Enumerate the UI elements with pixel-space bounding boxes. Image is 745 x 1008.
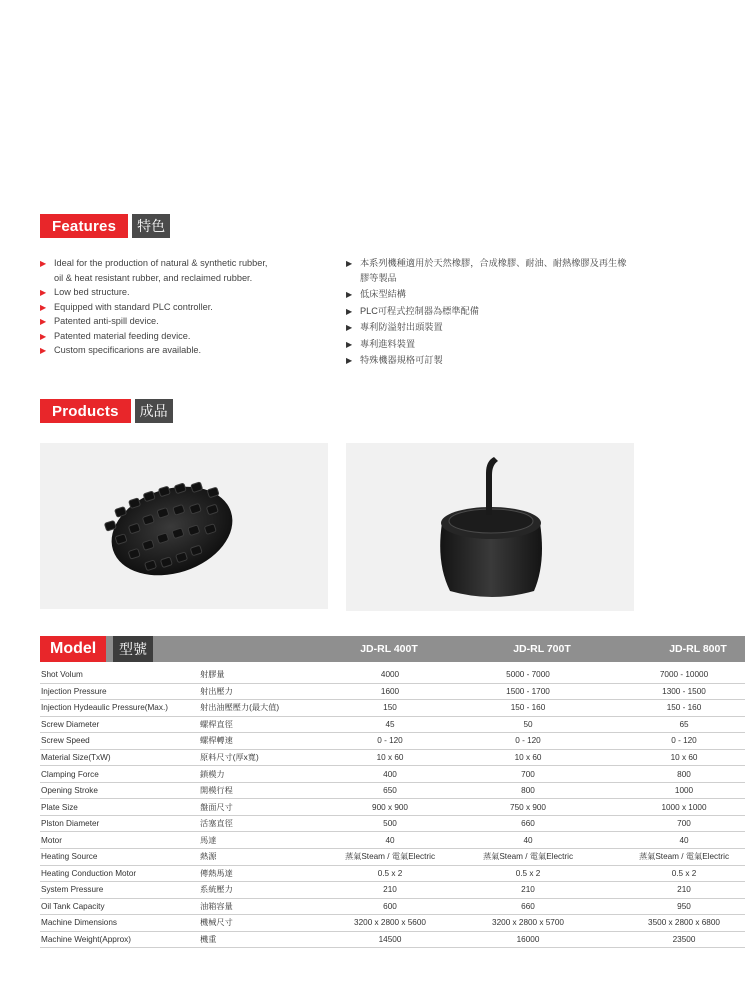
triangle-right-icon: ▶ [346, 323, 353, 332]
spec-spacer [588, 799, 623, 816]
triangle-right-icon: ▶ [40, 288, 47, 297]
spec-value-800t: 1300 - 1500 [623, 683, 745, 700]
spec-value-400t: 1600 [330, 683, 450, 700]
model-header-400t: JD-RL 400T [360, 643, 418, 655]
spec-label-en: Screw Diameter [40, 716, 200, 733]
spec-value-800t: 800 [623, 766, 745, 783]
spec-value-700t: 660 [468, 898, 588, 915]
spec-row [40, 865, 745, 882]
spec-label-zh: 傳熱馬達 [200, 865, 330, 882]
spec-label-zh: 螺桿直徑 [200, 716, 330, 733]
triangle-right-icon: ▶ [346, 339, 353, 349]
feature-text: 特殊機器規格可訂製 [360, 355, 443, 365]
tire-image [40, 443, 328, 611]
spec-label-en: Clamping Force [40, 766, 200, 783]
spec-value-800t: 150 - 160 [623, 700, 745, 717]
air-spring-image [346, 443, 634, 611]
triangle-right-icon: ▶ [40, 302, 47, 312]
spec-value-800t: 3500 x 2800 x 6800 [623, 915, 745, 932]
spec-label-zh: 螺桿轉速 [200, 733, 330, 750]
spec-value-400t: 蒸氣Steam / 電氣Electric [330, 849, 450, 866]
spec-spacer [450, 700, 468, 717]
spec-value-400t: 650 [330, 782, 450, 799]
spec-value-400t: 600 [330, 898, 450, 915]
feature-text-continued: oil & heat resistant rubber, and reclaimed rubber. [54, 272, 253, 283]
spec-spacer [588, 915, 623, 932]
triangle-right-icon: ▶ [346, 306, 353, 316]
product-photo-tire [40, 443, 328, 611]
feature-item [346, 256, 646, 285]
products-title-zh: 成品 [135, 399, 173, 423]
spec-row [40, 931, 745, 948]
spec-row [40, 832, 745, 849]
spec-spacer [588, 683, 623, 700]
spec-value-800t: 蒸氣Steam / 電氣Electric [623, 849, 745, 866]
spec-label-en: Oil Tank Capacity [40, 898, 200, 915]
triangle-right-icon: ▶ [40, 259, 47, 268]
spec-spacer [450, 882, 468, 899]
spec-row [40, 799, 745, 816]
features-header [40, 214, 170, 238]
spec-spacer [450, 931, 468, 948]
spec-spacer [588, 898, 623, 915]
model-header-800t: JD-RL 800T [669, 643, 727, 655]
spec-value-800t: 23500 [623, 931, 745, 948]
spec-spacer [588, 882, 623, 899]
spec-spacer [450, 667, 468, 683]
feature-text: Custom specificarions are available. [54, 345, 202, 355]
spec-value-800t: 1000 x 1000 [623, 799, 745, 816]
feature-text: Patented anti-spill device. [54, 316, 159, 326]
spec-spacer [450, 898, 468, 915]
triangle-right-icon: ▶ [40, 331, 47, 341]
spec-value-700t: 210 [468, 882, 588, 899]
spec-value-700t: 0 - 120 [468, 733, 588, 750]
spec-spacer [450, 832, 468, 849]
spec-label-zh: 開模行程 [200, 782, 330, 799]
spec-row [40, 716, 745, 733]
triangle-right-icon: ▶ [40, 346, 47, 355]
spec-row [40, 915, 745, 932]
spec-spacer [588, 849, 623, 866]
spec-value-700t: 10 x 60 [468, 749, 588, 766]
spec-value-700t: 150 - 160 [468, 700, 588, 717]
feature-text: Equipped with standard PLC controller. [54, 301, 213, 312]
spec-label-en: Material Size(TxW) [40, 749, 200, 766]
feature-item [40, 314, 330, 329]
triangle-right-icon: ▶ [346, 290, 353, 299]
spec-spacer [450, 799, 468, 816]
feature-item [346, 320, 646, 335]
spec-value-400t: 900 x 900 [330, 799, 450, 816]
spec-row [40, 782, 745, 799]
spec-label-en: Motor [40, 832, 200, 849]
spec-row [40, 898, 745, 915]
spec-spacer [588, 766, 623, 783]
spec-row [40, 882, 745, 899]
feature-text: Patented material feeding device. [54, 330, 191, 341]
spec-label-en: Machine Dimensions [40, 915, 200, 932]
feature-item [346, 353, 646, 368]
products-title-en: Products [40, 399, 131, 423]
spec-row [40, 683, 745, 700]
spec-spacer [450, 766, 468, 783]
spec-row [40, 815, 745, 832]
spec-label-en: Machine Weight(Approx) [40, 931, 200, 948]
spec-label-zh: 活塞直徑 [200, 815, 330, 832]
spec-label-zh: 系統壓力 [200, 882, 330, 899]
spec-row [40, 700, 745, 717]
feature-item [346, 287, 646, 302]
spec-label-zh: 射膠量 [200, 667, 330, 683]
feature-item [40, 329, 330, 344]
spec-value-700t: 5000 - 7000 [468, 667, 588, 683]
spec-spacer [450, 849, 468, 866]
feature-text: 專利進料裝置 [360, 338, 416, 349]
spec-label-en: Screw Speed [40, 733, 200, 750]
triangle-right-icon: ▶ [346, 356, 353, 365]
feature-item [346, 337, 646, 352]
spec-spacer [588, 865, 623, 882]
spec-value-800t: 210 [623, 882, 745, 899]
spec-label-zh: 馬達 [200, 832, 330, 849]
spec-label-en: Injection Pressure [40, 683, 200, 700]
spec-value-800t: 700 [623, 815, 745, 832]
spec-label-zh: 射出油壓壓力(最大值) [200, 700, 330, 717]
spec-value-700t: 700 [468, 766, 588, 783]
spec-label-zh: 熱源 [200, 849, 330, 866]
spec-value-800t: 7000 - 10000 [623, 667, 745, 683]
spec-value-800t: 65 [623, 716, 745, 733]
spec-label-zh: 原料尺寸(厚x寬) [200, 749, 330, 766]
feature-text-continued: 膠等製品 [360, 272, 397, 283]
spec-row [40, 667, 745, 683]
spec-spacer [450, 749, 468, 766]
model-header-700t: JD-RL 700T [513, 643, 571, 655]
spec-spacer [588, 700, 623, 717]
spec-value-400t: 4000 [330, 667, 450, 683]
spec-label-en: Plate Size [40, 799, 200, 816]
spec-value-700t: 0.5 x 2 [468, 865, 588, 882]
spec-label-en: Plston Diameter [40, 815, 200, 832]
spec-value-700t: 800 [468, 782, 588, 799]
spec-value-700t: 3200 x 2800 x 5700 [468, 915, 588, 932]
spec-spacer [450, 915, 468, 932]
spec-value-700t: 16000 [468, 931, 588, 948]
spec-value-800t: 0.5 x 2 [623, 865, 745, 882]
feature-item [40, 285, 330, 300]
spec-value-400t: 210 [330, 882, 450, 899]
spec-spacer [588, 782, 623, 799]
feature-item [40, 300, 330, 315]
spec-spacer [588, 815, 623, 832]
feature-item [346, 304, 646, 319]
spec-label-en: Opening Stroke [40, 782, 200, 799]
spec-value-400t: 45 [330, 716, 450, 733]
feature-text: Low bed structure. [54, 287, 130, 297]
feature-item [40, 343, 330, 358]
spec-value-800t: 1000 [623, 782, 745, 799]
spec-label-zh: 射出壓力 [200, 683, 330, 700]
spec-spacer [450, 865, 468, 882]
spec-spacer [588, 667, 623, 683]
spec-spacer [450, 733, 468, 750]
spec-label-en: Heating Conduction Motor [40, 865, 200, 882]
spec-value-700t: 蒸氣Steam / 電氣Electric [468, 849, 588, 866]
feature-text: 本系列機種適用於天然橡膠，合成橡膠、耐油、耐熱橡膠及再生橡 [360, 258, 627, 268]
model-title-zh: 型號 [113, 636, 153, 662]
spec-value-800t: 950 [623, 898, 745, 915]
spec-spacer [450, 782, 468, 799]
features-list-zh [346, 256, 646, 370]
spec-spacer [450, 815, 468, 832]
spec-value-400t: 40 [330, 832, 450, 849]
triangle-right-icon: ▶ [40, 317, 47, 326]
spec-spacer [588, 931, 623, 948]
features-title-zh: 特色 [132, 214, 170, 238]
spec-value-400t: 0 - 120 [330, 733, 450, 750]
products-header [40, 399, 173, 423]
spec-value-400t: 400 [330, 766, 450, 783]
spec-row [40, 849, 745, 866]
spec-label-zh: 油箱容量 [200, 898, 330, 915]
spec-value-400t: 150 [330, 700, 450, 717]
spec-value-700t: 1500 - 1700 [468, 683, 588, 700]
spec-value-800t: 40 [623, 832, 745, 849]
spec-header-bar [40, 636, 745, 662]
spec-value-700t: 40 [468, 832, 588, 849]
feature-text: 專利防溢射出頭裝置 [360, 322, 443, 332]
spec-value-400t: 3200 x 2800 x 5600 [330, 915, 450, 932]
spec-spacer [588, 832, 623, 849]
spec-spacer [588, 749, 623, 766]
spec-value-700t: 750 x 900 [468, 799, 588, 816]
spec-value-700t: 660 [468, 815, 588, 832]
spec-label-en: Injection Hydeaulic Pressure(Max.) [40, 700, 200, 717]
spec-label-zh: 鎖模力 [200, 766, 330, 783]
spec-spacer [588, 716, 623, 733]
feature-item [40, 256, 330, 285]
spec-table [40, 667, 745, 948]
spec-label-en: System Pressure [40, 882, 200, 899]
feature-text: Ideal for the production of natural & synthetic rubber, [54, 258, 268, 268]
spec-row [40, 749, 745, 766]
spec-row [40, 733, 745, 750]
spec-label-en: Shot Volum [40, 667, 200, 683]
spec-value-800t: 10 x 60 [623, 749, 745, 766]
spec-value-400t: 500 [330, 815, 450, 832]
features-list-en [40, 256, 330, 358]
spec-label-zh: 機重 [200, 931, 330, 948]
triangle-right-icon: ▶ [346, 259, 353, 268]
spec-value-700t: 50 [468, 716, 588, 733]
product-photo-bellows [346, 443, 634, 611]
features-title-en: Features [40, 214, 128, 238]
spec-value-400t: 0.5 x 2 [330, 865, 450, 882]
spec-value-400t: 14500 [330, 931, 450, 948]
spec-spacer [450, 716, 468, 733]
model-title-en: Model [40, 636, 106, 662]
spec-label-en: Heating Source [40, 849, 200, 866]
spec-label-zh: 盤面尺寸 [200, 799, 330, 816]
spec-value-800t: 0 - 120 [623, 733, 745, 750]
spec-row [40, 766, 745, 783]
spec-value-400t: 10 x 60 [330, 749, 450, 766]
spec-spacer [588, 733, 623, 750]
feature-text: PLC可程式控制器為標準配備 [360, 305, 479, 316]
spec-label-zh: 機械尺寸 [200, 915, 330, 932]
spec-spacer [450, 683, 468, 700]
feature-text: 低床型結構 [360, 289, 406, 299]
